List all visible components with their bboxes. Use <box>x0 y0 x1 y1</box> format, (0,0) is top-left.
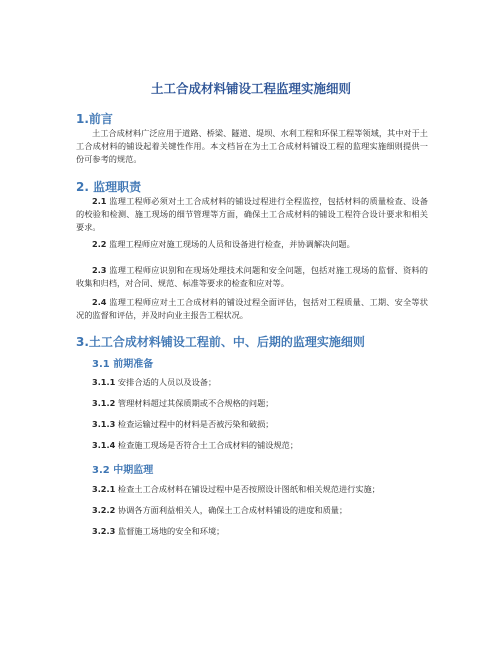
duty-item-text: 监理工程师应对土工合成材料的铺设过程全面评估，包括对工程质量、工期、安全等状况的监督和评估，并及时向业主报告工程状况。 <box>76 297 428 320</box>
list-item-number: 3.1.4 <box>92 440 116 450</box>
duty-item-text: 监理工程师应识别和在现场处理技术问题和安全问题，包括对施工现场的监督、资料的收集和归档，对合同、规范、标准等要求的检查和应对等。 <box>76 265 428 288</box>
list-item <box>92 418 274 431</box>
duty-item <box>76 264 428 290</box>
list-item-number: 3.1.3 <box>92 419 116 429</box>
duty-item <box>76 195 428 234</box>
subsection-heading-midterm: 3.2 中期监理 <box>92 465 154 476</box>
section-heading-duties: 2. 监理职责 <box>76 180 142 194</box>
subsection-heading-preparation: 3.1 前期准备 <box>92 359 154 370</box>
list-item-text: 检查运输过程中的材料是否被污染和破损； <box>117 419 274 429</box>
duty-item <box>76 296 428 322</box>
list-item <box>92 525 224 538</box>
duty-item-text: 监理工程师应对施工现场的人员和设备进行检查，并协调解决问题。 <box>109 239 355 249</box>
list-item-number: 3.2.2 <box>92 505 116 515</box>
section-heading-implementation: 3.土工合成材料铺设工程前、中、后期的监理实施细则 <box>76 335 365 349</box>
document-title: 土工合成材料铺设工程监理实施细则 <box>150 81 351 96</box>
duty-item-number: 2.3 <box>92 265 107 275</box>
list-item <box>92 397 274 410</box>
list-item-text: 监督施工场地的安全和环境； <box>117 526 225 536</box>
duty-item-number: 2.4 <box>92 297 107 307</box>
list-item-number: 3.1.1 <box>92 377 116 387</box>
duty-item-text: 监理工程师必须对土工合成材料的铺设过程进行全程监控，包括材料的质量检查、设备的校验和检测、施工现场的细节管理等方面，确保土工合成材料的铺设工程符合设计要求和相关要求。 <box>76 196 428 232</box>
list-item-text: 检查施工现场是否符合土工合成材料的铺设规范； <box>117 440 299 450</box>
duty-item <box>76 238 428 251</box>
duty-item-number: 2.2 <box>92 239 107 249</box>
list-item-text: 安排合适的人员以及设备； <box>117 377 217 387</box>
duty-item-number: 2.1 <box>92 196 107 206</box>
list-item <box>92 439 298 452</box>
list-item-number: 3.2.3 <box>92 526 116 536</box>
list-item <box>92 376 216 389</box>
list-item-text: 协调各方面利益相关人，确保土工合成材料铺设的进度和质量； <box>117 505 348 515</box>
list-item-text: 检查土工合成材料在铺设过程中是否按照设计图纸和相关规范进行实施； <box>117 484 380 494</box>
preface-paragraph: 土工合成材料广泛应用于道路、桥梁、隧道、堤坝、水利工程和环保工程等领域，其中对于土工合成材料的铺设起着关键性作用。本文档旨在为土工合成材料铺设工程的监理实施细则提供一份可参考的规范。 <box>76 128 428 164</box>
list-item-number: 3.1.2 <box>92 398 116 408</box>
list-item <box>92 504 347 517</box>
list-item <box>92 483 380 496</box>
list-item-number: 3.2.1 <box>92 484 116 494</box>
section-heading-preface: 1.前言 <box>76 112 113 126</box>
list-item-text: 管理材料超过其保质期或不合规格的问题； <box>117 398 274 408</box>
